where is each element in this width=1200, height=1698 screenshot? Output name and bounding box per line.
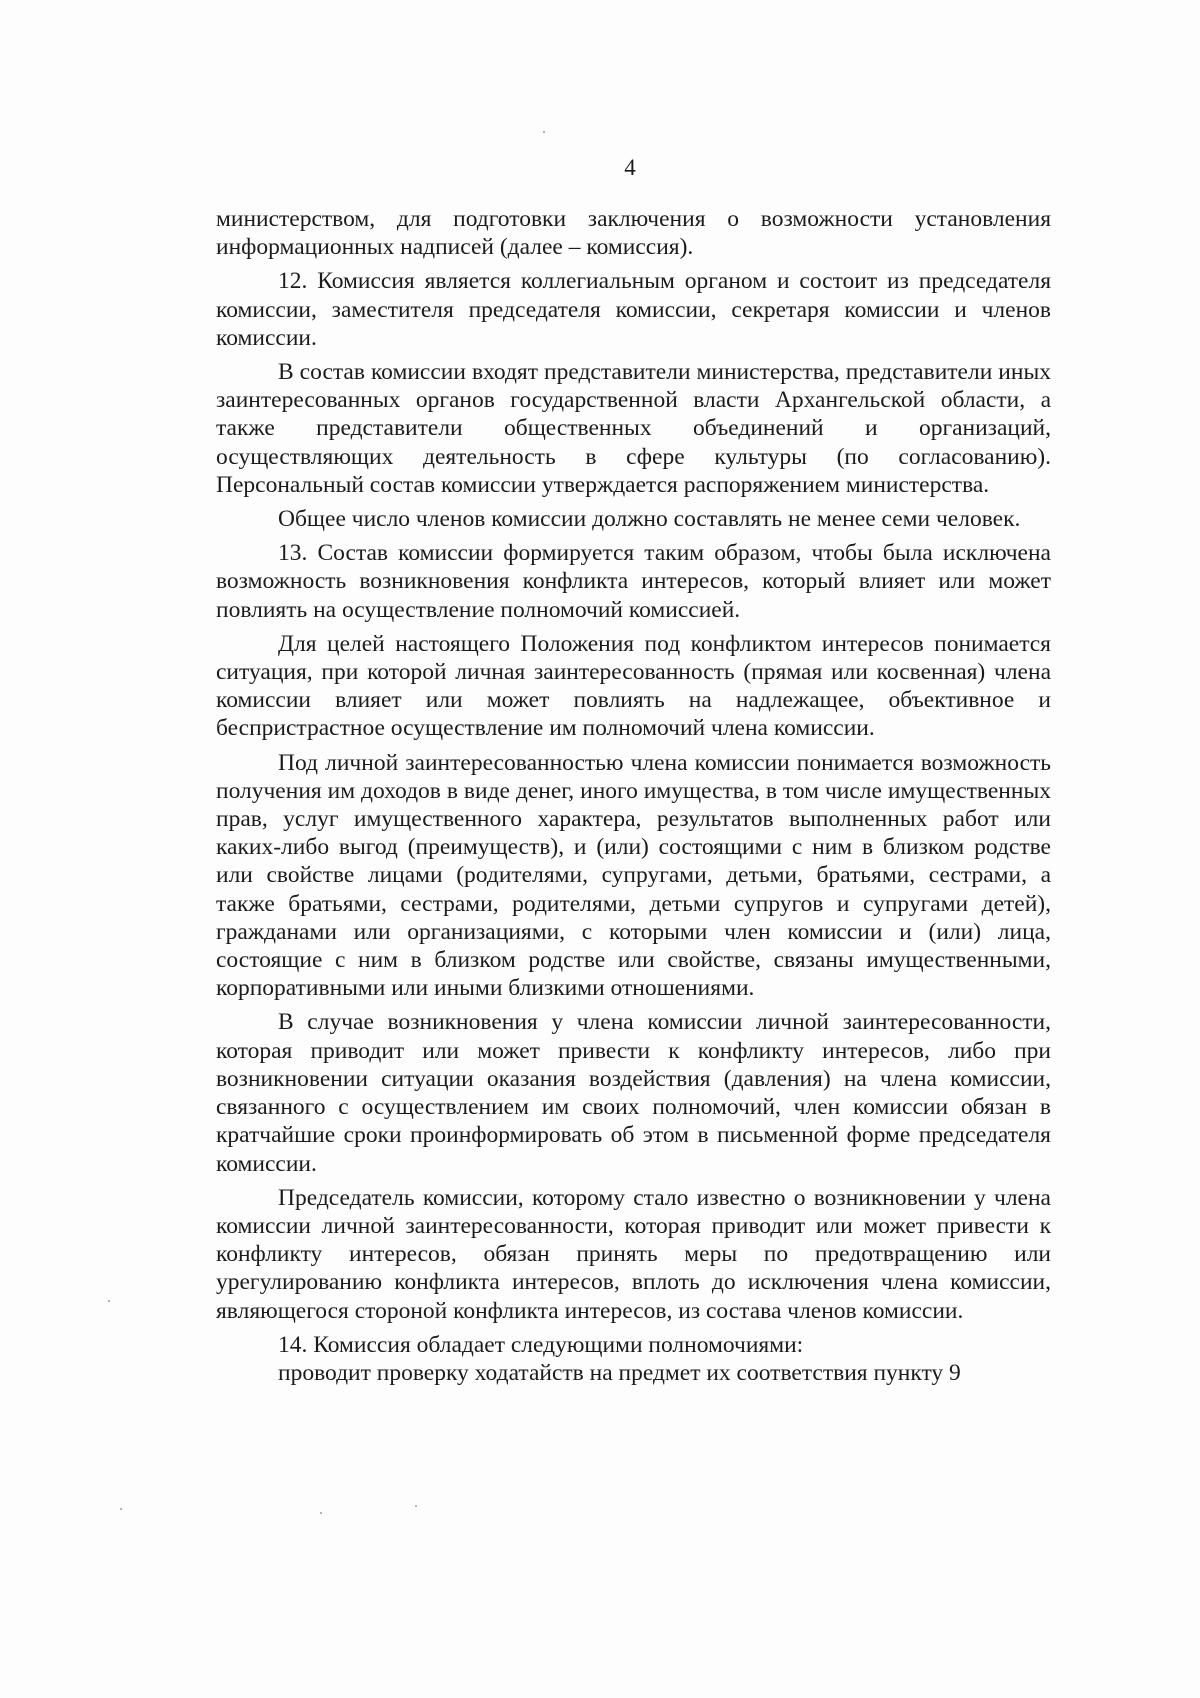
paragraph-conflict-definition: Для целей настоящего Положения под конфликтом интересов понимается ситуация, при которой личная заинтересованность (прямая или косвенная) члена комиссии влияет или может повлиять на надлежащее, объективное и беспристрастное осуществление им полномочий члена комиссии. [216, 630, 1051, 742]
page-number: 4 [624, 155, 636, 180]
scan-speck [415, 1505, 417, 1507]
scan-speck [543, 131, 545, 133]
paragraph-personal-interest: Под личной заинтересованностью члена комиссии понимается возможность получения им доходов в виде денег, иного имущества, в том числе имущественных прав, услуг имущественного характера, результатов выполненных работ или каких-либо выгод (преимуществ), и (или) состоящими с ним в близком родстве или свойстве лицами (родителями, супругами, детьми, братьями, сестрами, а также братьями, сестрами, родителями, детьми супругов и супругами детей), гражданами или организациями, с которыми член комиссии и (или) лица, состоящие с ним в близком родстве или свойстве, связаны имущественными, корпоративными или иными близкими отношениями. [216, 749, 1051, 1002]
paragraph-member-count: Общее число членов комиссии должно составлять не менее семи человек. [278, 506, 1021, 533]
paragraph-continuation: министерством, для подготовки заключения о возможности установления информационных надписей (далее – комиссия). [216, 206, 1051, 261]
scan-speck [320, 1512, 322, 1514]
paragraph-member-obligation: В случае возникновения у члена комиссии личной заинтересованности, которая приводит или может привести к конфликту интересов, либо при возникновении ситуации оказания воздействия (давления) на члена комиссии, связанного с осуществлением им своих полномочий, член комиссии обязан в кратчайшие сроки проинформировать об этом в письменной форме председателя комиссии. [216, 1009, 1051, 1177]
paragraph-commission-composition: В состав комиссии входят представители министерства, представители иных заинтересованных органов государственной власти Архангельской области, а также представители общественных объединений и организаций, осуществляющих деятельность в сфере культуры (по согласованию). Персональный состав комиссии утверждается распоряжением министерства. [216, 359, 1051, 498]
scan-speck [120, 1508, 122, 1510]
scan-speck [108, 1300, 110, 1302]
paragraph-item-14: 14. Комиссия обладает следующими полномочиями: [278, 1331, 804, 1358]
paragraph-item-12: 12. Комиссия является коллегиальным органом и состоит из председателя комиссии, заместителя председателя комиссии, секретаря комиссии и членов комиссии. [216, 268, 1051, 351]
paragraph-chairman-measures: Председатель комиссии, которому стало известно о возникновении у члена комиссии личной заинтересованности, которая приводит или может привести к конфликту интересов, обязан принять меры по предотвращению или урегулированию конфликта интересов, вплоть до исключения члена комиссии, являющегося стороной конфликта интересов, из состава членов комиссии. [216, 1184, 1051, 1324]
paragraph-powers-first: проводит проверку ходатайств на предмет их соответствия пункту 9 [278, 1359, 961, 1386]
document-body [216, 205, 1051, 1387]
paragraph-item-13: 13. Состав комиссии формируется таким образом, чтобы была исключена возможность возникновения конфликта интересов, который влияет или может повлиять на осуществление полномочий комиссией. [216, 540, 1051, 623]
